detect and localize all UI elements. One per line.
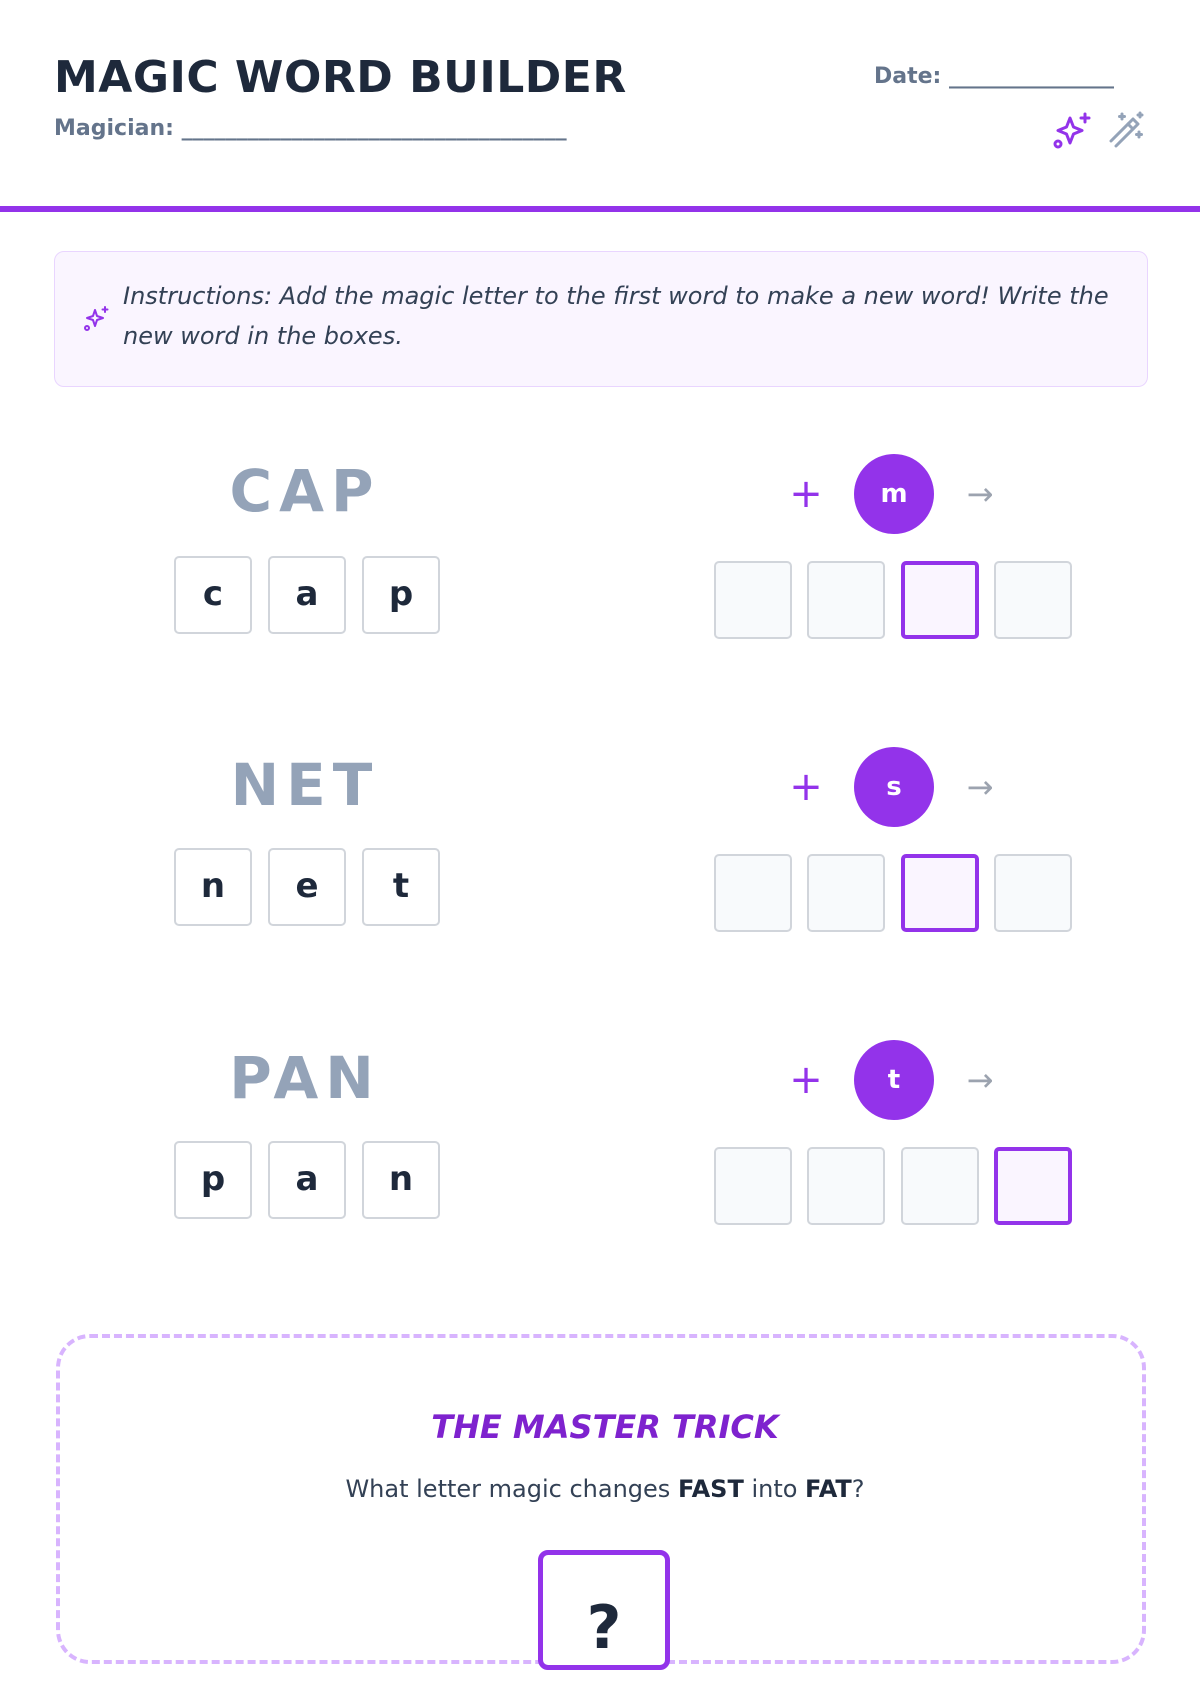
letter-tile: a <box>268 1141 346 1219</box>
answer-slot[interactable] <box>901 1147 979 1225</box>
plus-sign: + <box>789 764 823 810</box>
master-trick-box <box>56 1334 1146 1664</box>
word-row-3 <box>0 1043 1200 1243</box>
letter-tile: n <box>362 1141 440 1219</box>
answer-slot[interactable] <box>714 1147 792 1225</box>
word-row-2 <box>0 750 1200 950</box>
instructions-text: Instructions: Add the magic letter to the first word to make a new word! Write the new word in the boxes. <box>123 282 1109 350</box>
worksheet-header <box>0 0 1200 212</box>
arrow-right-icon: → <box>966 768 994 806</box>
letter-tile: c <box>174 556 252 634</box>
master-trick-question <box>60 1475 1150 1503</box>
letter-tile: n <box>174 848 252 926</box>
page-title: MAGIC WORD BUILDER <box>54 52 627 103</box>
answer-slot-magic[interactable] <box>901 561 979 639</box>
answer-slot[interactable] <box>807 561 885 639</box>
plus-sign: + <box>789 1057 823 1103</box>
question-prefix: What letter magic changes <box>345 1475 678 1503</box>
header-icons <box>1052 110 1148 152</box>
letter-tile: t <box>362 848 440 926</box>
master-answer-box[interactable]: ? <box>538 1550 670 1670</box>
date-line[interactable]: Date: _______________ <box>874 64 1115 89</box>
answer-slot[interactable] <box>807 1147 885 1225</box>
answer-slot[interactable] <box>994 854 1072 932</box>
word-fast: FAST <box>677 1475 744 1503</box>
arrow-right-icon: → <box>966 1061 994 1099</box>
magician-name-line[interactable]: Magician: ___________________________________ <box>54 116 567 141</box>
answer-slot[interactable] <box>807 854 885 932</box>
base-word: PAN <box>229 1044 381 1112</box>
arrow-right-icon: → <box>966 475 994 513</box>
letter-tile: p <box>362 556 440 634</box>
letter-tile: a <box>268 556 346 634</box>
sparkles-icon <box>83 304 111 332</box>
answer-slot-magic[interactable] <box>901 854 979 932</box>
magic-letter-badge: m <box>854 454 934 534</box>
word-fat: FAT <box>805 1475 852 1503</box>
answer-slot-magic[interactable] <box>994 1147 1072 1225</box>
answer-slot[interactable] <box>714 854 792 932</box>
letter-tile: p <box>174 1141 252 1219</box>
word-row-1 <box>0 456 1200 656</box>
answer-slot[interactable] <box>994 561 1072 639</box>
magic-wand-icon <box>1106 110 1146 150</box>
instructions-box <box>54 251 1148 387</box>
base-word: CAP <box>229 457 381 525</box>
magic-letter-badge: t <box>854 1040 934 1120</box>
base-word: NET <box>230 751 380 819</box>
sparkles-icon <box>1052 110 1094 152</box>
plus-sign: + <box>789 471 823 517</box>
magic-letter-badge: s <box>854 747 934 827</box>
letter-tile: e <box>268 848 346 926</box>
answer-slot[interactable] <box>714 561 792 639</box>
question-suffix: ? <box>851 1475 865 1503</box>
question-middle: into <box>743 1475 806 1503</box>
master-trick-title: THE MASTER TRICK <box>431 1408 779 1446</box>
